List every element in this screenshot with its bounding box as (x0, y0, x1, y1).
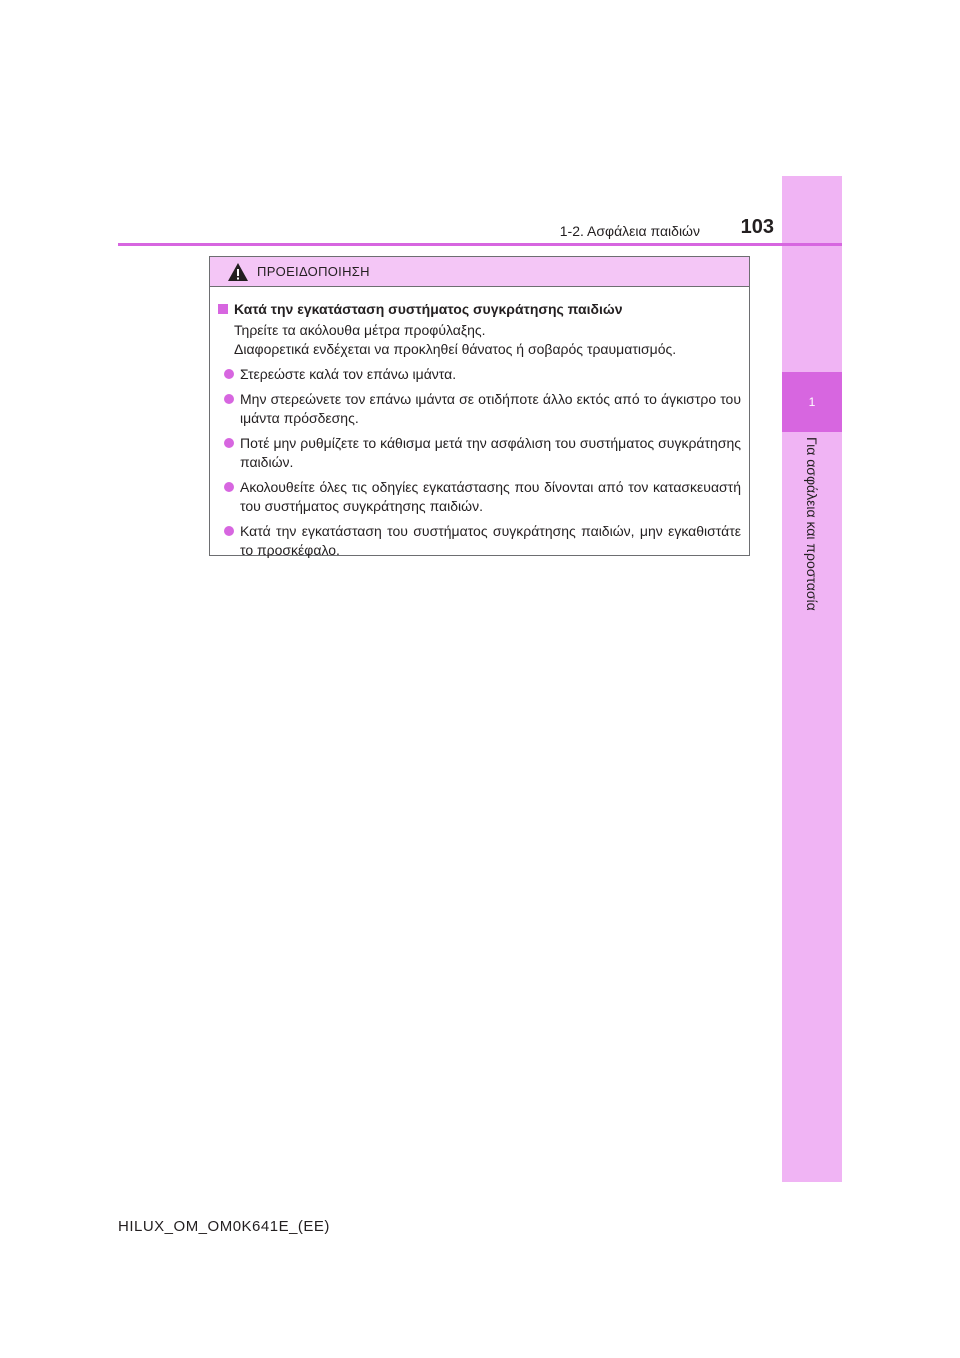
circle-bullet-icon (224, 394, 234, 404)
circle-bullet-icon (224, 438, 234, 448)
circle-bullet-icon (224, 369, 234, 379)
circle-bullet-icon (224, 526, 234, 536)
list-item-text: Ακολουθείτε όλες τις οδηγίες εγκατάστασης που δίνονται από τον κατασκευαστή του συστήματος συγκράτησης παιδιών. (240, 479, 741, 514)
subheading-text: Κατά την εγκατάσταση συστήματος συγκράτησης παιδιών (234, 301, 623, 317)
list-item-text: Στερεώστε καλά τον επάνω ιμάντα. (240, 366, 457, 382)
intro-line-1: Τηρείτε τα ακόλουθα μέτρα προφύλαξης. (234, 322, 486, 338)
list-item-text: Ποτέ μην ρυθμίζετε το κάθισμα μετά την ασφάλιση του συστήματος συγκράτησης παιδιών. (240, 435, 741, 470)
square-bullet-icon (218, 304, 228, 314)
list-item (218, 434, 741, 472)
header-rule (118, 243, 842, 246)
list-item (218, 522, 741, 560)
list-item (218, 390, 741, 428)
document-code: HILUX_OM_OM0K641E_(EE) (118, 1218, 330, 1235)
chapter-number: 1 (782, 372, 842, 432)
warning-triangle-icon (227, 262, 249, 282)
warning-header (210, 257, 749, 287)
warning-body (210, 287, 749, 560)
side-chapter-tab (782, 176, 842, 1182)
list-item (218, 478, 741, 516)
chapter-title: Για ασφάλεια και προστασία (804, 437, 820, 611)
circle-bullet-icon (224, 482, 234, 492)
list-item-text: Μην στερεώνετε τον επάνω ιμάντα σε οτιδήποτε άλλο εκτός από το άγκιστρο του ιμάντα πρόσδεσης. (240, 391, 741, 426)
warning-subheading (218, 299, 741, 319)
precaution-list (218, 365, 741, 560)
warning-box (209, 256, 750, 556)
list-item-text: Κατά την εγκατάσταση του συστήματος συγκράτησης παιδιών, μην εγκαθιστάτε το προσκέφαλο. (240, 523, 741, 558)
warning-label: ΠΡΟΕΙΔΟΠΟΙΗΣΗ (257, 264, 370, 279)
page-number: 103 (740, 216, 774, 238)
intro-line-2: Διαφορετικά ενδέχεται να προκληθεί θάνατος ή σοβαρός τραυματισμός. (234, 341, 677, 357)
list-item (218, 365, 741, 384)
section-title: 1-2. Ασφάλεια παιδιών (559, 223, 700, 239)
